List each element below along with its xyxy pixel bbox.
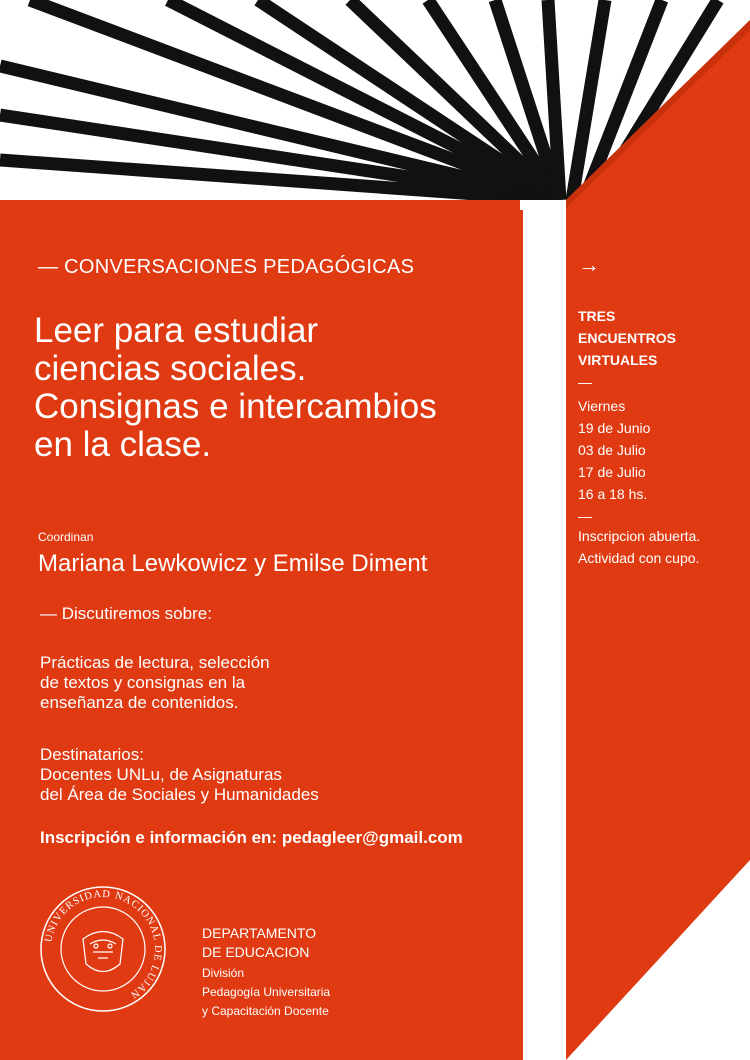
registration-line: Actividad con cupo.	[578, 550, 700, 566]
schedule-line: 03 de Julio	[578, 442, 646, 458]
department-line: DE EDUCACION	[202, 944, 310, 960]
heading-line: ENCUENTROS	[578, 330, 677, 346]
sidebar-dash: —	[578, 508, 592, 524]
sidebar-dash: —	[578, 374, 592, 390]
coordinators-label: Coordinan	[38, 530, 94, 544]
division-line: y Capacitación Docente	[202, 1004, 329, 1018]
coordinators-names: Mariana Lewkowicz y Emilse Diment	[38, 550, 428, 577]
heading-line: VIRTUALES	[578, 352, 658, 368]
title-line: ciencias sociales.	[34, 349, 307, 388]
topics-line: Prácticas de lectura, selección	[40, 653, 270, 672]
topics-line: enseñanza de contenidos.	[40, 693, 239, 712]
schedule-line: 16 a 18 hs.	[578, 486, 648, 502]
division-name	[202, 964, 362, 1021]
right-arrow-icon: →	[578, 252, 600, 277]
audience-line: Docentes UNLu, de Asignaturas	[40, 765, 282, 784]
audience	[40, 745, 400, 805]
heading-line: TRES	[578, 308, 616, 324]
registration-line: Inscripcion abuerta.	[578, 528, 701, 544]
division-line: Pedagogía Universitaria	[202, 985, 331, 999]
university-seal	[38, 884, 168, 1014]
title-line: Leer para estudiar	[34, 311, 319, 350]
department-line: DEPARTAMENTO	[202, 925, 317, 941]
seal-text: UNIVERSIDAD NACIONAL DE LUJAN	[43, 888, 164, 1001]
discussion-label: — Discutiremos sobre:	[40, 604, 212, 623]
poster-title	[34, 312, 514, 464]
seal-emblem-icon	[83, 932, 123, 972]
title-line: en la clase.	[34, 425, 212, 464]
schedule-line: 19 de Junio	[578, 420, 651, 436]
topics	[40, 653, 370, 713]
spine-edge	[520, 210, 523, 1060]
audience-label: Destinatarios:	[40, 745, 144, 764]
schedule	[578, 395, 728, 527]
schedule-line: Viernes	[578, 398, 626, 414]
book-spine	[520, 200, 566, 1060]
audience-line: del Área de Sociales y Humanidades	[40, 785, 319, 804]
schedule-line: 17 de Julio	[578, 464, 646, 480]
registration	[578, 525, 738, 569]
section-label: — CONVERSACIONES PEDAGÓGICAS	[38, 256, 415, 278]
contact-info: Inscripción e información en: pedagleer@gmail.com	[40, 828, 463, 847]
department-name	[202, 924, 362, 962]
topics-line: de textos y consignas en la	[40, 673, 246, 692]
division-line: División	[202, 966, 245, 980]
title-line: Consignas e intercambios	[34, 387, 437, 426]
sidebar-heading	[578, 305, 728, 393]
